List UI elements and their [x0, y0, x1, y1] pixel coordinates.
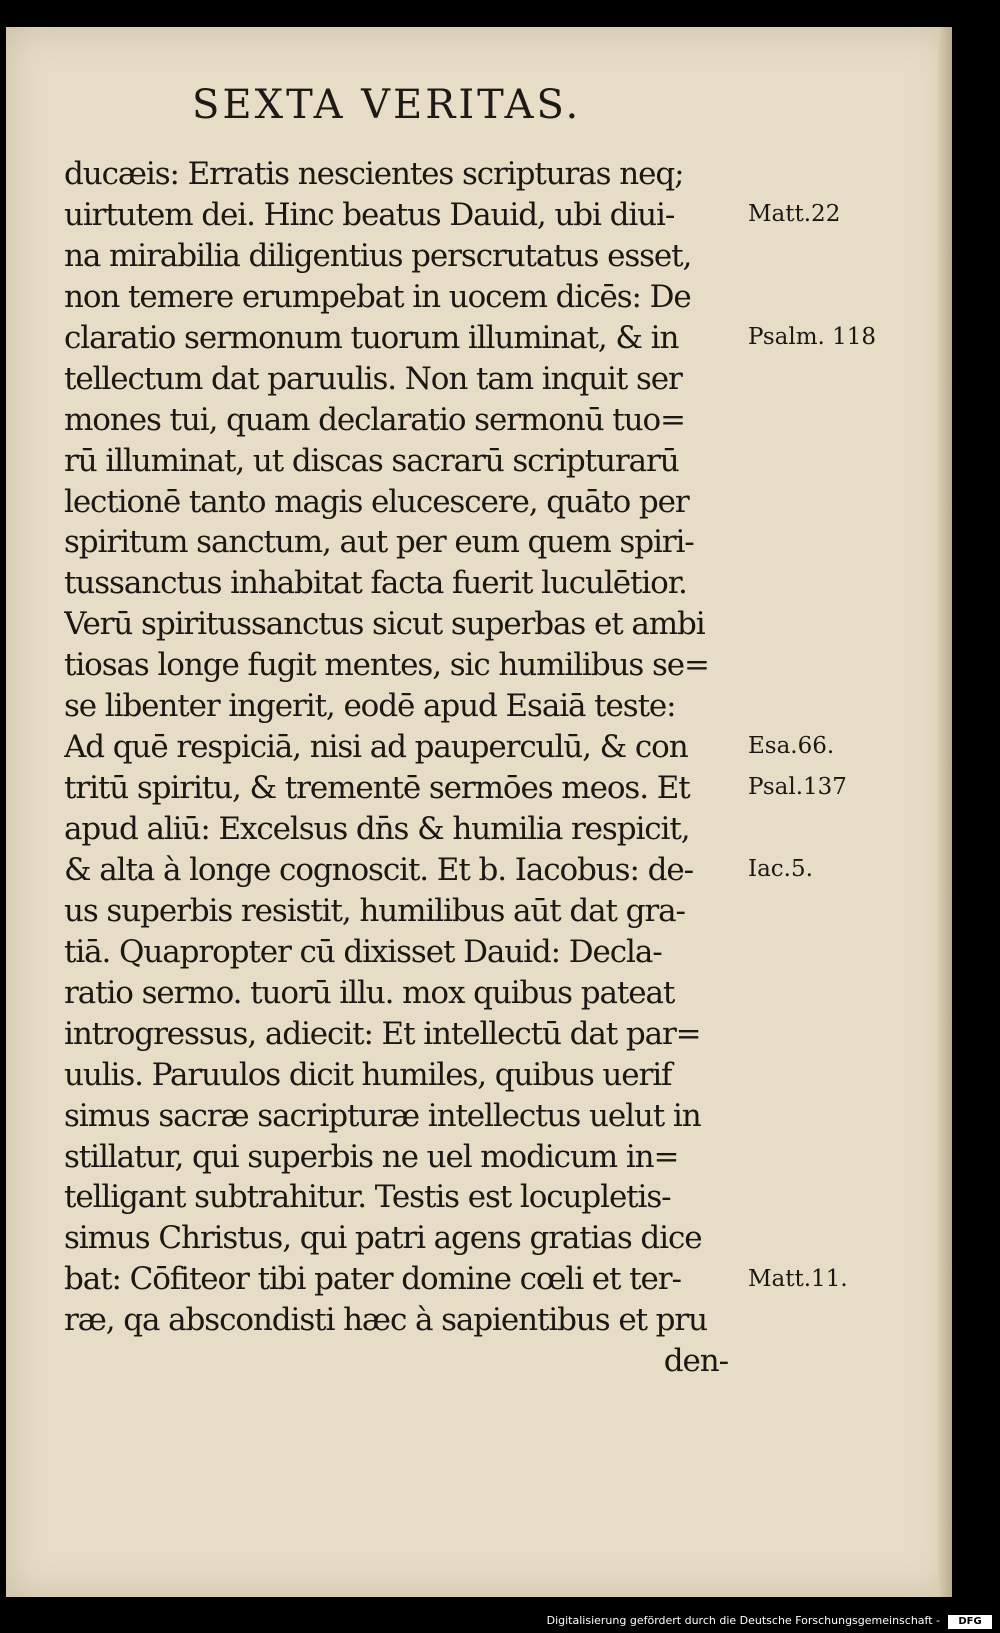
text-line: mones tui, quam declaratio sermonū tuo=	[64, 401, 685, 438]
text-line: rū illuminat, ut discas sacrarū scripturarū	[64, 442, 679, 479]
text-line: introgressus, adiecit: Et intellectū dat par=	[64, 1015, 701, 1052]
text-line: tellectum dat paruulis. Non tam inquit ser	[64, 360, 682, 397]
text-line: spiritum sanctum, aut per eum quem spiri-	[64, 524, 694, 561]
text-line: tiosas longe fugit mentes, sic humilibus se=	[64, 647, 709, 684]
text-line: uirtutem dei. Hinc beatus Dauid, ubi diui-	[64, 196, 675, 233]
text-line: & alta à longe cognoscit. Et b. Iacobus: de-	[64, 851, 693, 888]
page-edge	[938, 27, 952, 1597]
text-line: claratio sermonum tuorum illuminat, & in	[64, 319, 679, 356]
text-line: na mirabilia diligentius perscrutatus esset,	[64, 237, 692, 274]
text-line: simus Christus, qui patri agens gratias dice	[64, 1220, 702, 1257]
marginal-note: Matt.22	[748, 200, 841, 227]
text-line: uulis. Paruulos dicit humiles, quibus uerif	[64, 1056, 672, 1093]
marginal-note: Esa.66.	[748, 733, 835, 760]
text-line: non temere erumpebat in uocem dicēs: De	[64, 278, 691, 315]
marginal-note: Psal.137	[748, 774, 847, 801]
text-line: simus sacræ sacripturæ intellectus uelut in	[64, 1097, 701, 1134]
text-line: telligant subtrahitur. Testis est locupletis-	[64, 1179, 671, 1216]
text-line: ræ, qa abscondisti hæc à sapientibus et pru	[64, 1302, 708, 1339]
text-line: bat: Cōfiteor tibi pater domine cœli et ter-	[64, 1261, 681, 1298]
marginal-note: Iac.5.	[748, 856, 813, 883]
footer-credit: Digitalisierung gefördert durch die Deutsche Forschungsgemeinschaft -	[546, 1614, 940, 1627]
text-line: tiā. Quapropter cū dixisset Dauid: Decla-	[64, 933, 662, 970]
text-line: us superbis resistit, humilibus aūt dat gra-	[64, 892, 685, 929]
text-line: se libenter ingerit, eodē apud Esaiā teste:	[64, 688, 676, 725]
text-line: lectionē tanto magis elucescere, quāto per	[64, 483, 689, 520]
marginal-note: Psalm. 118	[748, 323, 877, 350]
text-line: Ad quē respiciā, nisi ad pauperculū, & con	[64, 729, 688, 766]
text-line: den-	[663, 1343, 728, 1380]
text-line: tritū spiritu, & trementē sermōes meos. Et	[64, 770, 690, 807]
text-line: ratio sermo. tuorū illu. mox quibus pateat	[64, 974, 675, 1011]
marginal-note: Matt.11.	[748, 1265, 848, 1292]
running-head: SEXTA VERITAS.	[192, 82, 582, 128]
body-text	[64, 154, 736, 1382]
text-line: stillatur, qui superbis ne uel modicum in=	[64, 1138, 679, 1175]
dfg-logo: DFG	[948, 1615, 992, 1629]
text-line: tussanctus inhabitat facta fuerit luculētior.	[64, 565, 687, 602]
text-line: ducæis: Erratis nescientes scripturas neq;	[64, 156, 684, 192]
text-line: apud aliū: Excelsus dn̄s & humilia respicit,	[64, 811, 690, 847]
text-line: Verū spiritussanctus sicut superbas et ambi	[64, 606, 705, 643]
